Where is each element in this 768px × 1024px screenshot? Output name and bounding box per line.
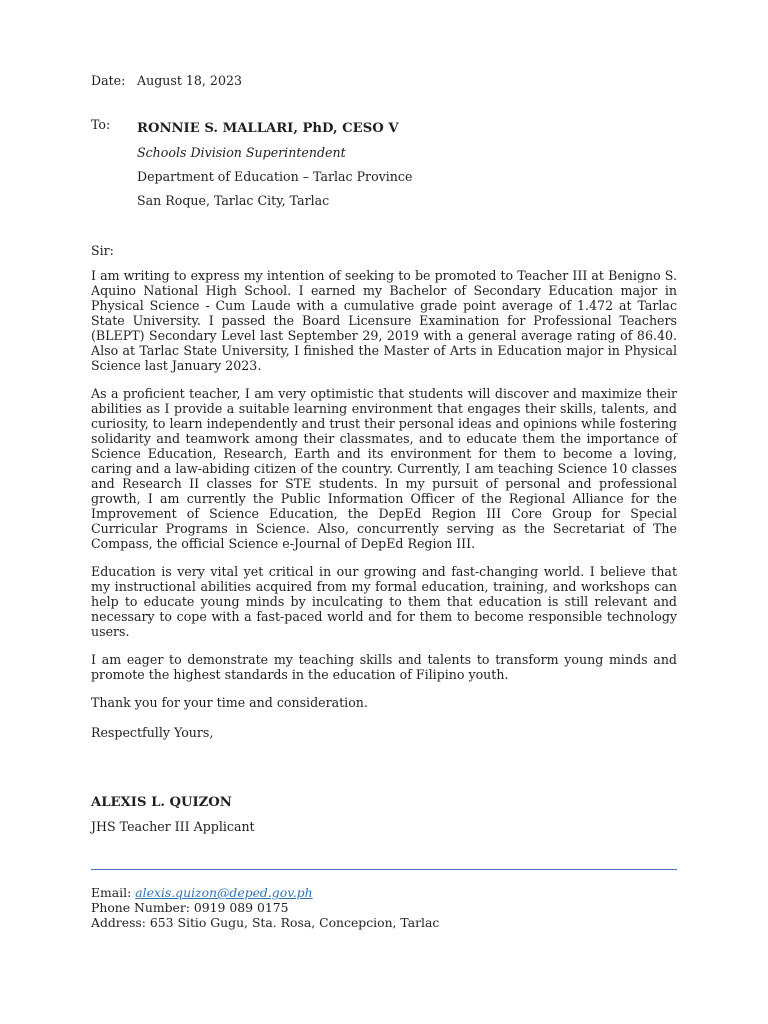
phone-line: Phone Number: 0919 089 0175 [91,900,289,915]
date-row [91,73,677,88]
footer-divider [91,869,677,870]
salutation: Sir: [91,243,114,258]
recipient-organization: Department of Education – Tarlac Province [137,169,413,184]
to-label: To: [91,117,111,132]
address-line: Address: 653 Sitio Gugu, Sta. Rosa, Concepcion, Tarlac [91,915,440,930]
recipient-title: Schools Division Superintendent [137,145,346,160]
body-paragraph-1: I am writing to express my intention of seeking to be promoted to Teacher III at Benigno S. Aquino National High School. I earned my Bachelor of Secondary Education major in Physical Science - Cum Laude with a cumulative grade point average of 1.472 at Tarlac State University. I passed the Board Licensure Examination for Professional Teachers (BLEPT) Secondary Level last September 29, 2019 with a general average rating of 86.40. Also at Tarlac State University, I finished the Master of Arts in Education major in Physical Science last January 2023. [91,268,677,373]
signature-name: ALEXIS L. QUIZON [91,795,232,810]
body-paragraph-3: Education is very vital yet critical in our growing and fast-changing world. I believe that my instructional abilities acquired from my formal education, training, and workshops can help to educate young minds by inculcating to them that education is still relevant and necessary to cope with a fast-paced world and for them to become responsible technology users. [91,564,677,639]
signature-title: JHS Teacher III Applicant [91,819,255,834]
date-value: August 18, 2023 [137,73,242,88]
recipient-address: San Roque, Tarlac City, Tarlac [137,193,330,208]
email-line [91,885,677,900]
email-label: Email: [91,885,136,900]
recipient-name: RONNIE S. MALLARI, PhD, CESO V [137,121,399,136]
body-paragraph-4: I am eager to demonstrate my teaching skills and talents to transform young minds and promote the highest standards in the education of Filipino youth. [91,652,677,682]
email-link[interactable]: alexis.quizon@deped.gov.ph [135,885,313,900]
body-paragraph-2: As a proficient teacher, I am very optimistic that students will discover and maximize their abilities as I provide a suitable learning environment that engages their skills, talents, and curiosity, to learn independently and trust their personal ideas and opinions while fostering solidarity and teamwork among their classmates, and to educate them the importance of Science Education, Research, Earth and its environment for them to become a loving, caring and a law-abiding citizen of the country. Currently, I am teaching Science 10 classes and Research II classes for STE students. In my pursuit of personal and professional growth, I am currently the Public Information Officer of the Regional Alliance for the Improvement of Science Education, the DepEd Region III Core Group for Special Curricular Programs in Science. Also, concurrently serving as the Secretariat of The Compass, the official Science e-Journal of DepEd Region III. [91,386,677,551]
date-label: Date: [91,73,126,88]
body-paragraph-5: Thank you for your time and consideration. [91,695,368,710]
contact-footer [91,885,677,930]
complimentary-close: Respectfully Yours, [91,725,214,740]
recipient-row [91,117,677,213]
recipient-block [137,117,412,213]
